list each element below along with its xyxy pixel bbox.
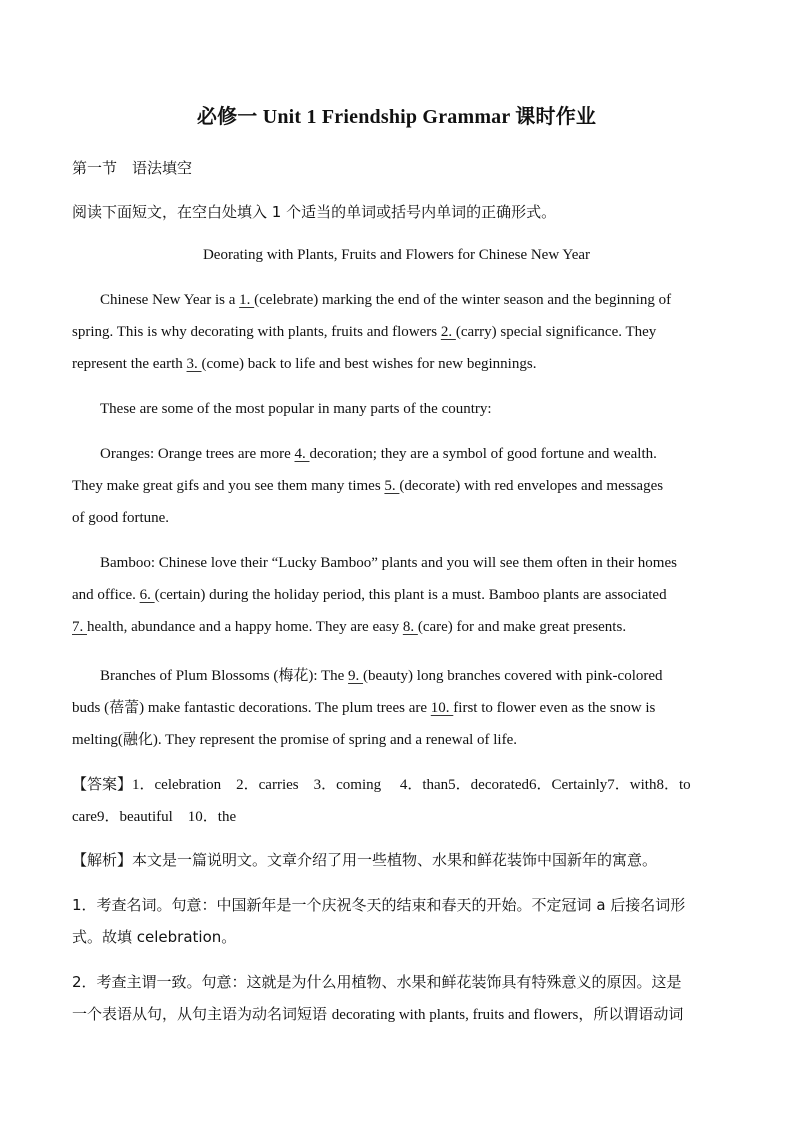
text-segment: (care) for and make great presents.	[417, 619, 627, 635]
text-segment: (come) back to life and best wishes for new beginnings.	[201, 356, 537, 372]
text-segment: (certain) during the holiday period, this plant is a must. Bamboo plants are associated	[154, 587, 667, 603]
text-segment: (beauty) long branches covered with pink-colored	[363, 668, 663, 684]
blank-10: 10.	[430, 700, 454, 716]
text-segment: Oranges: Orange trees are more	[100, 446, 295, 462]
text-segment: decorating with plants, fruits and flowers	[331, 1007, 579, 1023]
analysis-item-1-line-2: 式。故填 celebration。	[72, 928, 237, 946]
blank-6: 6.	[139, 587, 155, 603]
p2-line-1: These are some of the most popular in many parts of the country:	[100, 401, 492, 417]
answer-label: 【答案】	[72, 775, 133, 793]
p1-line-2	[72, 324, 656, 341]
p1-line-1	[100, 292, 671, 309]
answer-line-2: care9．beautiful 10．the	[72, 809, 237, 825]
blank-1: 1.	[239, 292, 255, 308]
text-segment: (celebrate) marking the end of the winter season and the beginning of	[254, 292, 672, 308]
blank-7: 7.	[72, 619, 87, 635]
analysis-item-2-line-1: 2．考查主谓一致。句意：这就是为什么用植物、水果和鲜花装饰具有特殊意义的原因。这是	[72, 973, 682, 991]
page-title: 必修一 Unit 1 Friendship Grammar 课时作业	[196, 106, 597, 128]
answer-line-1	[72, 773, 691, 794]
blank-4: 4.	[294, 446, 310, 462]
section-heading: 第一节 语法填空	[72, 159, 193, 177]
p3-line-3: of good fortune.	[72, 510, 170, 526]
p4-line-3	[72, 619, 626, 636]
text-segment: Chinese New Year is a	[100, 292, 240, 308]
p5-line-2	[72, 696, 655, 717]
text-segment: ，所以谓语动词	[578, 1005, 684, 1023]
text-segment: They make great gifs and you see them many times	[72, 478, 385, 494]
text-segment: Branches of Plum Blossoms (梅花): The	[100, 668, 349, 684]
text-segment: first to flower even as the snow is	[453, 700, 656, 716]
p5-line-3: melting(融化). They represent the promise of spring and a renewal of life.	[72, 732, 517, 748]
blank-9: 9.	[348, 668, 364, 684]
blank-8: 8.	[402, 619, 418, 635]
instruction-text: 阅读下面短文，在空白处填入 1 个适当的单词或括号内单词的正确形式。	[72, 203, 557, 221]
analysis-item-2-line-2	[72, 1003, 683, 1024]
p4-line-2	[72, 587, 667, 604]
text-segment: represent the earth	[72, 356, 187, 372]
analysis-item-1-line-1: 1．考查名词。句意：中国新年是一个庆祝冬天的结束和春天的开始。不定冠词 a 后接名词形	[72, 896, 686, 914]
text-segment: buds (蓓蕾) make fantastic decorations. The plum trees are	[72, 700, 431, 716]
analysis-label: 【解析】	[72, 851, 133, 869]
text-segment: health, abundance and a happy home. They are easy	[87, 619, 403, 635]
analysis-intro-text: 本文是一篇说明文。文章介绍了用一些植物、水果和鲜花装饰中国新年的寓意。	[132, 851, 658, 869]
analysis-intro	[72, 849, 657, 870]
text-segment: (carry) special significance. They	[455, 324, 657, 340]
text-segment: (decorate) with red envelopes and messages	[399, 478, 664, 494]
p4-line-1: Bamboo: Chinese love their “Lucky Bamboo” plants and you will see them often in their homes	[100, 555, 677, 571]
text-segment: decoration; they are a symbol of good fortune and wealth.	[309, 446, 657, 462]
blank-3: 3.	[186, 356, 202, 372]
answer-text: 1．celebration 2．carries 3．coming 4．than5．decorated6．Certainly7．with8．to	[132, 777, 691, 793]
blank-5: 5.	[384, 478, 400, 494]
p5-line-1	[100, 664, 663, 685]
text-segment: spring. This is why decorating with plants, fruits and flowers	[72, 324, 441, 340]
p3-line-2	[72, 478, 663, 495]
text-segment: and office.	[72, 587, 140, 603]
p3-line-1	[100, 446, 657, 463]
text-segment: 一个表语从句，从句主语为动名词短语	[72, 1005, 332, 1023]
passage-title: Deorating with Plants, Fruits and Flowers for Chinese New Year	[202, 247, 591, 263]
blank-2: 2.	[440, 324, 456, 340]
p1-line-3	[72, 356, 536, 373]
